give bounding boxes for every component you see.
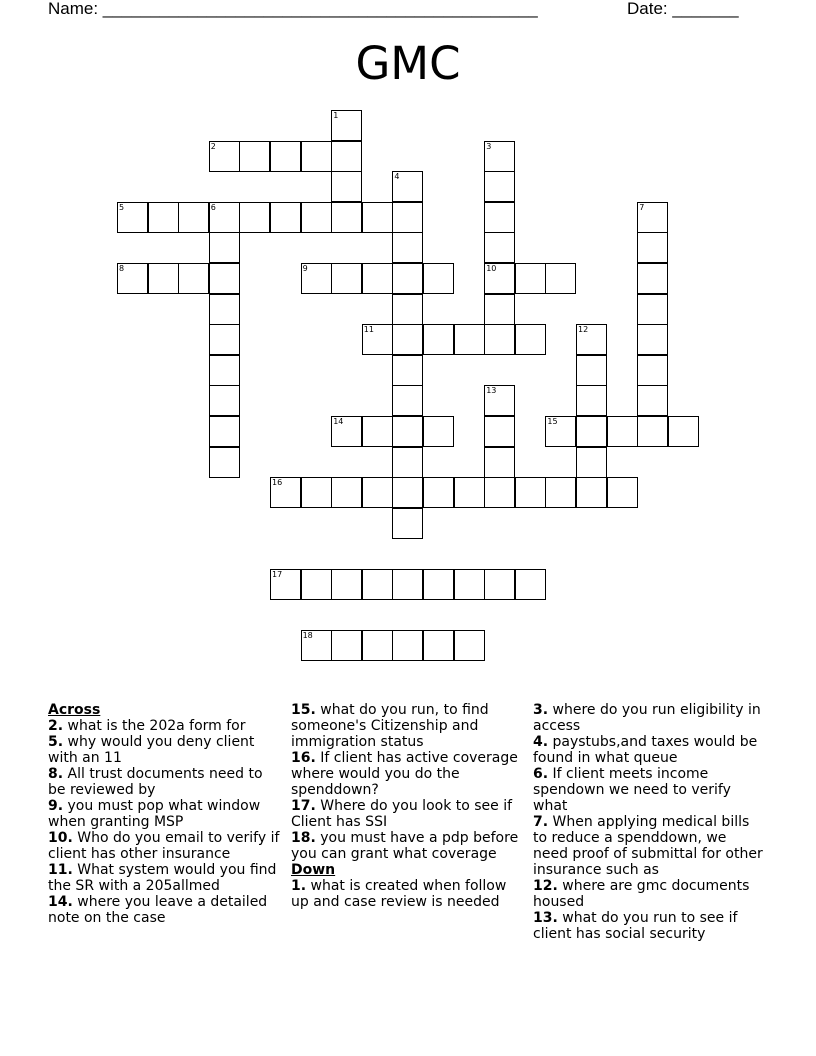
clue-text: what is created when follow up and case review is needed: [291, 878, 507, 910]
grid-cell[interactable]: [362, 477, 393, 508]
clue-number: 9: [302, 264, 308, 273]
grid-cell[interactable]: [362, 416, 393, 447]
down-clue: [533, 702, 765, 734]
clue-text: All trust documents need to be reviewed by: [48, 766, 263, 798]
clue-text: If client has active coverage where would you do the spenddown?: [291, 750, 518, 798]
across-clue: [48, 830, 280, 862]
grid-cell[interactable]: [637, 202, 668, 233]
grid-cell[interactable]: [209, 232, 240, 263]
clue-label: 12.: [533, 878, 558, 894]
grid-cell[interactable]: [331, 477, 362, 508]
grid-cell[interactable]: [331, 416, 362, 447]
clue-label: 7.: [533, 814, 549, 830]
grid-cell[interactable]: [301, 141, 332, 172]
grid-cell[interactable]: [392, 385, 423, 416]
across-clue: [291, 830, 523, 862]
clue-label: 17.: [291, 798, 316, 814]
grid-cell[interactable]: [637, 294, 668, 325]
grid-cell[interactable]: [484, 171, 515, 202]
grid-cell[interactable]: [576, 324, 607, 355]
grid-cell[interactable]: [392, 263, 423, 294]
grid-cell[interactable]: [637, 263, 668, 294]
grid-cell[interactable]: [484, 263, 515, 294]
grid-cell[interactable]: [484, 141, 515, 172]
grid-cell[interactable]: [454, 477, 485, 508]
grid-cell[interactable]: [270, 477, 301, 508]
grid-cell[interactable]: [484, 569, 515, 600]
clue-number: 8: [119, 264, 125, 273]
grid-cell[interactable]: [362, 324, 393, 355]
grid-cell[interactable]: [484, 447, 515, 478]
grid-cell[interactable]: [392, 202, 423, 233]
clue-label: 3.: [533, 702, 549, 718]
grid-cell[interactable]: [209, 141, 240, 172]
grid-cell[interactable]: [270, 141, 301, 172]
grid-cell[interactable]: [515, 324, 546, 355]
across-clue: [48, 766, 280, 798]
clue-label: 6.: [533, 766, 549, 782]
grid-cell[interactable]: [454, 630, 485, 661]
clue-number: 10: [486, 264, 497, 273]
clue-label: 2.: [48, 718, 64, 734]
date-field[interactable]: Date: _______: [627, 0, 739, 18]
grid-cell[interactable]: [637, 416, 668, 447]
grid-cell[interactable]: [515, 263, 546, 294]
clue-text: what do you run to see if client has social security: [533, 910, 738, 942]
grid-cell[interactable]: [607, 416, 638, 447]
clue-label: 5.: [48, 734, 64, 750]
clue-text: you must have a pdp before you can grant what coverage: [291, 830, 519, 862]
clue-text: why would you deny client with an 11: [48, 734, 255, 766]
clue-number: 15: [547, 417, 558, 426]
down-clue: [533, 766, 765, 814]
grid-cell[interactable]: [484, 202, 515, 233]
clue-number: 2: [210, 141, 216, 151]
grid-cell[interactable]: [392, 232, 423, 263]
clue-text: you must pop what window when granting MSP: [48, 798, 261, 830]
clue-number: 18: [302, 631, 313, 641]
clues-column-3: [533, 702, 765, 942]
grid-cell[interactable]: [423, 569, 454, 600]
grid-cell[interactable]: [576, 477, 607, 508]
clue-number: 12: [578, 325, 589, 335]
clue-text: Where do you look to see if Client has SSI: [291, 798, 513, 830]
clue-label: 15.: [291, 702, 316, 718]
grid-cell[interactable]: [301, 569, 332, 600]
clue-label: 4.: [533, 734, 549, 750]
clue-text: what is the 202a form for: [63, 718, 246, 734]
grid-cell[interactable]: [178, 263, 209, 294]
grid-cell[interactable]: [331, 569, 362, 600]
grid-cell[interactable]: [331, 263, 362, 294]
name-field[interactable]: Name: ______________________________________________: [48, 0, 538, 18]
grid-cell[interactable]: [209, 202, 240, 233]
grid-cell[interactable]: [331, 630, 362, 661]
clue-number: 3: [486, 141, 492, 151]
clues-column-2: [291, 702, 523, 910]
grid-cell[interactable]: [668, 416, 699, 447]
across-clue: [291, 702, 523, 750]
grid-cell[interactable]: [484, 477, 515, 508]
across-clue: [48, 718, 280, 734]
clue-label: 11.: [48, 862, 73, 878]
grid-cell[interactable]: [576, 385, 607, 416]
clue-number: 1: [333, 111, 339, 120]
grid-cell[interactable]: [515, 477, 546, 508]
grid-cell[interactable]: [209, 294, 240, 325]
grid-cell[interactable]: [117, 263, 148, 294]
across-clue: [291, 750, 523, 798]
grid-cell[interactable]: [576, 355, 607, 386]
grid-cell[interactable]: [607, 477, 638, 508]
grid-cell[interactable]: [545, 263, 576, 294]
clue-label: 13.: [533, 910, 558, 926]
grid-cell[interactable]: [423, 416, 454, 447]
down-clue: [533, 814, 765, 878]
clues-column-1: [48, 702, 280, 926]
across-clue: [291, 798, 523, 830]
clue-number: 14: [333, 417, 344, 426]
clue-number: 6: [210, 202, 216, 212]
grid-cell[interactable]: [392, 171, 423, 202]
grid-cell[interactable]: [454, 324, 485, 355]
across-clue: [48, 862, 280, 894]
across-clue: [48, 734, 280, 766]
down-heading: Down: [291, 862, 336, 878]
clue-label: 8.: [48, 766, 64, 782]
grid-cell[interactable]: [576, 447, 607, 478]
grid-cell[interactable]: [392, 416, 423, 447]
grid-cell[interactable]: [392, 294, 423, 325]
grid-cell[interactable]: [392, 508, 423, 539]
grid-cell[interactable]: [301, 202, 332, 233]
down-clue: [533, 878, 765, 910]
grid-cell[interactable]: [301, 263, 332, 294]
grid-cell[interactable]: [515, 569, 546, 600]
grid-cell[interactable]: [362, 569, 393, 600]
grid-cell[interactable]: [423, 324, 454, 355]
grid-cell[interactable]: [637, 232, 668, 263]
grid-cell[interactable]: [331, 110, 362, 141]
grid-cell[interactable]: [301, 477, 332, 508]
clue-number: 7: [639, 202, 645, 212]
across-clue: [48, 894, 280, 926]
clue-number: 5: [119, 202, 125, 212]
grid-cell[interactable]: [392, 569, 423, 600]
clue-label: 18.: [291, 830, 316, 846]
grid-cell[interactable]: [209, 385, 240, 416]
clue-text: where are gmc documents housed: [533, 878, 750, 910]
clue-text: what do you run, to find someone's Citizenship and immigration status: [291, 702, 489, 750]
clue-number: 17: [272, 570, 283, 579]
grid-cell[interactable]: [209, 263, 240, 294]
grid-cell[interactable]: [392, 477, 423, 508]
clue-number: 13: [486, 386, 497, 396]
clue-label: 14.: [48, 894, 73, 910]
grid-cell[interactable]: [423, 263, 454, 294]
down-clue: [533, 734, 765, 766]
clue-label: 1.: [291, 878, 307, 894]
grid-cell[interactable]: [209, 355, 240, 386]
grid-cell[interactable]: [117, 202, 148, 233]
grid-cell[interactable]: [637, 385, 668, 416]
clue-label: 9.: [48, 798, 64, 814]
grid-cell[interactable]: [545, 477, 576, 508]
clue-label: 10.: [48, 830, 73, 846]
grid-cell[interactable]: [239, 202, 270, 233]
clue-text: When applying medical bills to reduce a spenddown, we need proof of submittal for other insurance such as: [533, 814, 763, 878]
clue-text: If client meets income spendown we need to verify what: [533, 766, 731, 814]
grid-cell[interactable]: [576, 416, 607, 447]
grid-cell[interactable]: [454, 569, 485, 600]
grid-cell[interactable]: [484, 232, 515, 263]
clue-text: What system would you find the SR with a 205allmed: [48, 862, 277, 894]
down-clue: [533, 910, 765, 942]
grid-cell[interactable]: [270, 569, 301, 600]
grid-cell[interactable]: [484, 416, 515, 447]
grid-cell[interactable]: [178, 202, 209, 233]
clue-number: 11: [363, 325, 374, 335]
clue-text: where you leave a detailed note on the case: [48, 894, 268, 926]
grid-cell[interactable]: [484, 294, 515, 325]
down-clue: [291, 878, 523, 910]
clue-text: paystubs,and taxes would be found in what queue: [533, 734, 758, 766]
grid-cell[interactable]: [362, 630, 393, 661]
puzzle-title: GMC: [355, 37, 461, 90]
grid-cell[interactable]: [423, 477, 454, 508]
grid-cell[interactable]: [484, 385, 515, 416]
grid-cell[interactable]: [362, 263, 393, 294]
grid-cell[interactable]: [362, 202, 393, 233]
clue-number: 16: [272, 478, 283, 488]
clue-text: where do you run eligibility in access: [533, 702, 761, 734]
grid-cell[interactable]: [209, 447, 240, 478]
grid-cell[interactable]: [301, 630, 332, 661]
grid-cell[interactable]: [331, 171, 362, 202]
grid-cell[interactable]: [637, 355, 668, 386]
grid-cell[interactable]: [423, 630, 454, 661]
grid-cell[interactable]: [331, 141, 362, 172]
grid-cell[interactable]: [392, 630, 423, 661]
grid-cell[interactable]: [239, 141, 270, 172]
grid-cell[interactable]: [331, 202, 362, 233]
grid-cell[interactable]: [637, 324, 668, 355]
grid-cell[interactable]: [484, 324, 515, 355]
grid-cell[interactable]: [209, 416, 240, 447]
grid-cell[interactable]: [148, 202, 179, 233]
grid-cell[interactable]: [545, 416, 576, 447]
clue-label: 16.: [291, 750, 316, 766]
clue-text: Who do you email to verify if client has other insurance: [48, 830, 280, 862]
grid-cell[interactable]: [392, 355, 423, 386]
grid-cell[interactable]: [392, 324, 423, 355]
grid-cell[interactable]: [392, 447, 423, 478]
grid-cell[interactable]: [148, 263, 179, 294]
across-heading: Across: [48, 702, 101, 718]
grid-cell[interactable]: [270, 202, 301, 233]
clue-number: 4: [394, 172, 400, 182]
across-clue: [48, 798, 280, 830]
grid-cell[interactable]: [209, 324, 240, 355]
